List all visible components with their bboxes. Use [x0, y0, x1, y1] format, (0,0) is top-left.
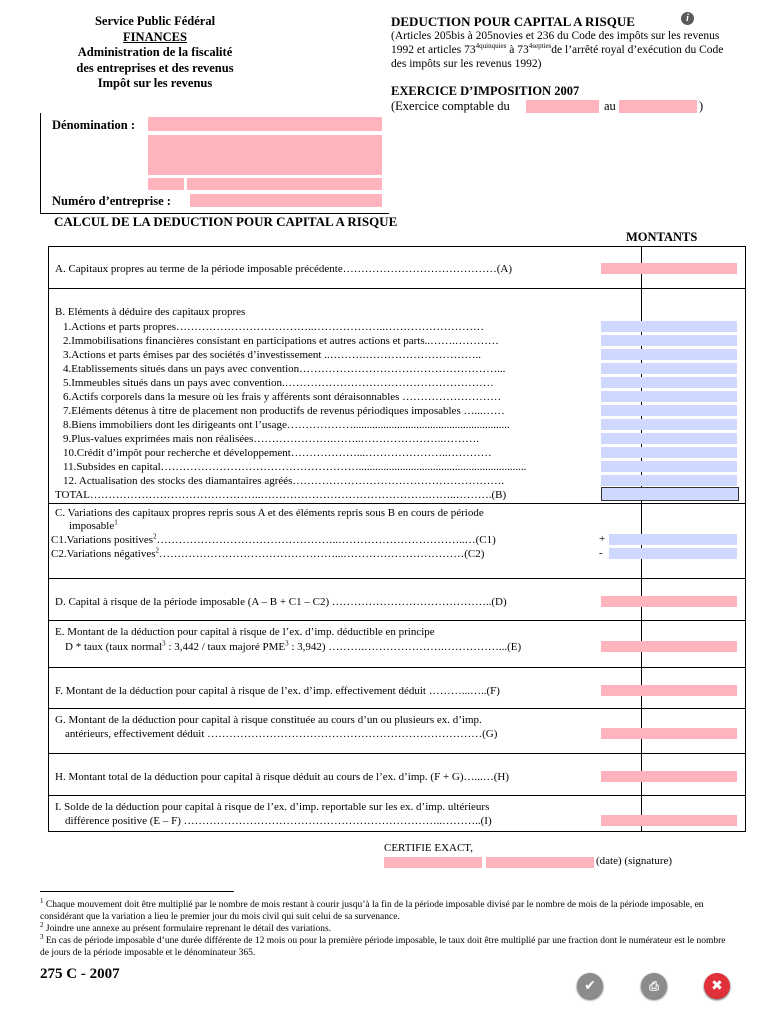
org-line-4: des entreprises et des revenus [76, 60, 234, 75]
footnote-ref-2b: 2 [155, 546, 159, 555]
denomination-field-3[interactable] [148, 178, 184, 190]
company-number-label: Numéro d’entreprise : [52, 194, 171, 208]
row-divider [49, 708, 745, 709]
c1-plus-sign: + [599, 533, 606, 545]
footnote-2 [40, 920, 730, 935]
footnotes [40, 896, 730, 959]
place-field[interactable] [384, 857, 482, 868]
denomination-field-4[interactable] [187, 178, 382, 190]
amount-b1-field[interactable] [601, 321, 737, 332]
amount-b6-field[interactable] [601, 391, 737, 402]
org-line-1: Service Public Fédéral [94, 14, 216, 28]
period-start-field[interactable] [526, 100, 599, 113]
row-e-text-b: : 3,442 / taux majoré PME [165, 641, 286, 653]
legal-reference-text: (Articles 205bis à 205novies et 236 du Code des impôts sur les revenus 1992 et articles 73 [391, 30, 720, 56]
row-b-title: B. Eléments à déduire des capitaux propres [55, 306, 246, 318]
footnote-ref-1: 1 [114, 518, 118, 527]
amount-b3-field[interactable] [601, 349, 737, 360]
row-c1-dots: …………………………………………..……………………………..…(C1) [156, 534, 496, 546]
amount-i-field[interactable] [601, 815, 737, 826]
footnote-2-number: 2 [40, 920, 44, 929]
row-i-line2: différence positive (E – F) ……………………………………………………………..………..(I) [65, 815, 492, 827]
row-b2: 2.Immobilisations financières consistant en participations et autres actions et parts..…….………… [63, 335, 499, 347]
row-c1 [51, 533, 496, 547]
amount-e-field[interactable] [601, 641, 737, 652]
amount-b9-field[interactable] [601, 433, 737, 444]
row-b3: 3.Actions et parts émises par des sociétés d’investissement ..……….………………………….. [63, 349, 481, 361]
amount-h-field[interactable] [601, 771, 737, 782]
row-divider [49, 667, 745, 668]
row-c2 [51, 547, 484, 561]
legal-reference-end: de l’arrêté royal d’exécution du Code des impôts sur les revenus 1992) [391, 44, 724, 70]
company-number-field[interactable] [190, 194, 382, 207]
org-line-5: Impôt sur les revenus [97, 76, 213, 90]
row-b9: 9.Plus-values exprimées mais non réalisées………………….……..…………………..………. [63, 433, 479, 445]
legal-reference [391, 29, 731, 71]
row-divider [49, 578, 745, 579]
row-divider [49, 288, 745, 289]
footnote-separator [40, 891, 234, 892]
amount-b5-field[interactable] [601, 377, 737, 388]
footnote-ref-2: 2 [153, 532, 157, 541]
amount-b7-field[interactable] [601, 405, 737, 416]
amount-c1-field[interactable] [609, 534, 737, 545]
amount-a-field[interactable] [601, 263, 737, 274]
footnote-ref-3: 3 [162, 639, 166, 648]
row-c1-label: C1.Variations positives [51, 534, 154, 546]
amount-b4-field[interactable] [601, 363, 737, 374]
row-b6: 6.Actifs corporels dans la mesure où les frais y afférents sont déraisonnables ……………………… [63, 391, 502, 403]
row-g-line1: G. Montant de la déduction pour capital à risque constituée au cours d’un ou plusieurs ex. d’imp. [55, 714, 482, 726]
denomination-field-1[interactable] [148, 117, 382, 131]
date-signature-labels [596, 855, 672, 867]
row-e-text-a: D * taux (taux normal [65, 641, 163, 653]
legal-sup-2: 4septies [528, 42, 552, 51]
calculation-table [48, 246, 746, 832]
period-end-field[interactable] [619, 100, 697, 113]
row-b12: 12. Actualisation des stocks des diamantaires agréés…………………………………………………. [63, 475, 505, 487]
row-b8: 8.Biens immobiliers dont les dirigeants ont l’usage………………......................................................... [63, 419, 510, 431]
row-divider [49, 620, 745, 621]
footnote-2-text: Joindre une annexe au présent formulaire reprenant le détail des variations. [43, 924, 332, 934]
date-field[interactable] [486, 857, 594, 868]
footnote-3-number: 3 [40, 932, 44, 941]
amount-b10-field[interactable] [601, 447, 737, 458]
row-c-sub-text: imposable [69, 520, 115, 532]
info-icon[interactable]: i [681, 12, 694, 25]
footnote-1-text: Chaque mouvement doit être multiplié par le nombre de mois restant à courir jusqu’à la fin de la période imposable divisé par le nombre de mois de la période imposable, en considérant que la variation a lieu le premier jour du mois civil qui suit celui de sa survenance. [40, 900, 704, 922]
administration-header [40, 14, 270, 92]
row-c2-dots: …………………………………………...……………………………(C2) [158, 548, 485, 560]
c2-minus-sign: - [599, 547, 603, 559]
denomination-label: Dénomination : [52, 118, 135, 132]
date-label: (date) [596, 855, 622, 867]
amount-b2-field[interactable] [601, 335, 737, 346]
close-icon[interactable]: ✖ [704, 973, 730, 999]
print-icon[interactable]: ⎙ [641, 973, 667, 999]
row-c2-label: C2.Variations négatives [51, 548, 156, 560]
footnote-3-text: En cas de période imposable d’une durée différente de 12 mois ou pour la première période imposable, le taux doit être multiplié par une fraction dont le numérateur est le nombre de jours de la période imposable et le dénominateur 365. [40, 936, 726, 958]
footnote-3 [40, 932, 730, 959]
row-b4: 4.Etablissements situés dans un pays avec convention………………………………………………... [63, 363, 506, 375]
amount-f-field[interactable] [601, 685, 737, 696]
signature-label: (signature) [624, 855, 673, 867]
legal-reference-mid: à 73 [506, 44, 529, 56]
form-title: DEDUCTION POUR CAPITAL A RISQUE [391, 14, 635, 29]
org-line-3: Administration de la fiscalité [77, 45, 233, 59]
amount-total-field[interactable] [601, 487, 739, 501]
check-icon[interactable]: ✔ [577, 973, 603, 999]
footnote-ref-3b: 3 [285, 639, 289, 648]
exercise-title: EXERCICE D’IMPOSITION 2007 [391, 84, 580, 98]
denomination-field-2[interactable] [148, 135, 382, 175]
row-h: H. Montant total de la déduction pour capital à risque déduit au cours de l’ex. d’imp. (F + G)…...…(H) [55, 771, 510, 783]
row-divider [49, 753, 745, 754]
row-b11: 11.Subsides en capital………………………………………………............................................................. [63, 461, 527, 473]
row-i-line1: I. Solde de la déduction pour capital à risque de l’ex. d’imp. reportable sur les ex. d’imp. ultérieurs [55, 801, 490, 813]
row-f: F. Montant de la déduction pour capital à risque de l’ex. d’imp. effectivement déduit ………...…..(F) [55, 685, 500, 697]
amount-b11-field[interactable] [601, 461, 737, 472]
row-d: D. Capital à risque de la période imposable (A – B + C1 – C2) ……………………………………..(D) [55, 596, 507, 608]
row-b1: 1.Actions et parts propres………………………………..………………..……………………… [63, 321, 485, 333]
row-c-title: C. Variations des capitaux propres repris sous A et des éléments repris sous B en cours de période [55, 507, 484, 519]
amount-c2-field[interactable] [609, 548, 737, 559]
amount-b12-field[interactable] [601, 475, 737, 486]
amounts-header: MONTANTS [626, 230, 698, 244]
row-g-line2: antérieurs, effectivement déduit …………………………………………………………………(G) [65, 728, 498, 740]
exercise-mid: au [604, 99, 616, 113]
row-e-line2 [65, 640, 521, 654]
amount-b8-field[interactable] [601, 419, 737, 430]
exercise-prefix: (Exercice comptable du [391, 99, 510, 113]
row-total: TOTAL………………………………………..……………………………………….……..……….(B) [55, 489, 507, 501]
certification-label: CERTIFIE EXACT, [384, 842, 473, 854]
legal-sup-1: 4quinquies [475, 42, 507, 51]
form-id: 275 C - 2007 [40, 966, 120, 982]
footnote-1 [40, 896, 730, 923]
row-divider [49, 503, 745, 504]
exercise-suffix: ) [699, 99, 704, 113]
section-title: CALCUL DE LA DEDUCTION POUR CAPITAL A RISQUE [54, 214, 398, 229]
row-e-text-c: : 3,942) ……….………………….……………...(E) [288, 641, 522, 653]
row-b5: 5.Immeubles situés dans un pays avec convention.………………………………………………… [63, 377, 494, 389]
amount-g-field[interactable] [601, 728, 737, 739]
exercise-period [391, 99, 510, 114]
row-a: A. Capitaux propres au terme de la période imposable précédente……………………………………(A) [55, 263, 512, 275]
row-c-sub [69, 519, 118, 533]
row-divider [49, 795, 745, 796]
amount-d-field[interactable] [601, 596, 737, 607]
footnote-1-number: 1 [40, 896, 44, 905]
row-e-line1: E. Montant de la déduction pour capital à risque de l’ex. d’imp. déductible en principe [55, 626, 435, 638]
row-b7: 7.Eléments détenus à titre de placement non productifs de revenus périodiques imposables …...…… [63, 405, 505, 417]
org-line-2: FINANCES [123, 29, 187, 44]
row-b10: 10.Crédit d’impôt pour recherche et développement………………...…………………..………… [63, 447, 492, 459]
